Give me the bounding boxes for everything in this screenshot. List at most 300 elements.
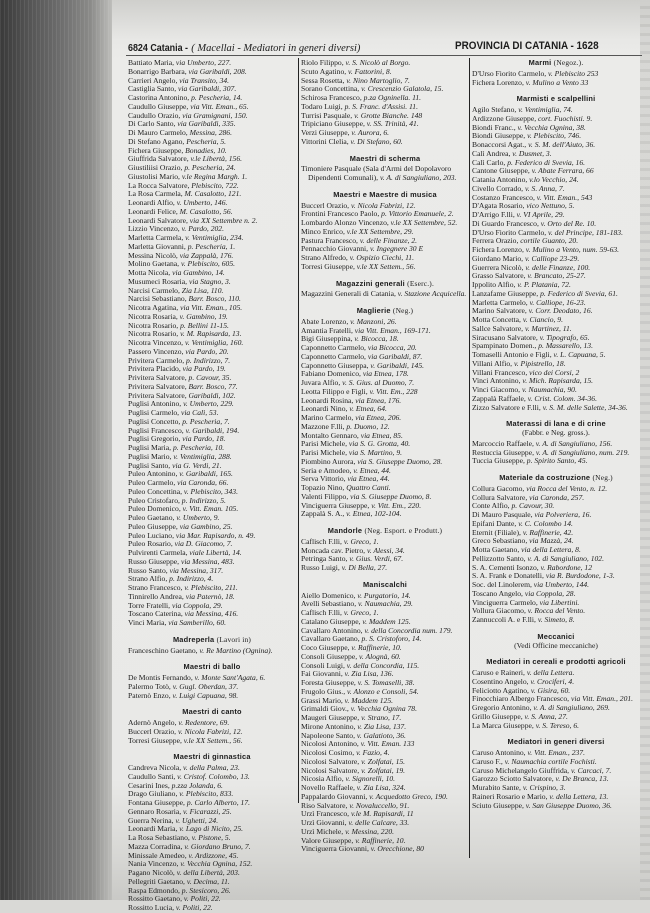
entry-name: Siracusano Salvatore, xyxy=(472,332,538,342)
entry-address: v. Novaluccello, 91. xyxy=(349,800,410,810)
entry-address: via Garibaldi, 335. xyxy=(177,119,236,129)
entry-name: Conte Alfio, xyxy=(472,501,510,511)
entry-name: Caudullo Giuseppe, xyxy=(128,101,189,111)
entry-address: v. Zolfatai, 19. xyxy=(361,765,406,775)
directory-section xyxy=(301,280,469,300)
entry-name: Giordano Mario, xyxy=(472,253,524,263)
entry-address: v. Manzoni, 26. xyxy=(350,316,397,326)
entry-name: Motta Gaetano, xyxy=(472,545,520,554)
entry-name: Franceschino Gaetano, xyxy=(128,645,198,655)
entry-address: Quattro Canti. xyxy=(346,483,391,492)
section-title: Magazzini generali xyxy=(335,278,405,288)
entry-address: v. Simeto, 8. xyxy=(537,615,575,624)
entry-address: v. Galatioto, 36. xyxy=(356,730,406,740)
entry-name: Puglisi Gregorio, xyxy=(128,434,181,444)
directory-entry xyxy=(128,904,296,913)
entry-name: Sciuto Giuseppe, xyxy=(472,800,524,810)
entry-address: v. Di Bella, 27. xyxy=(341,563,388,572)
entry-address: v. Re Martino (Ognina). xyxy=(199,645,273,655)
entry-name: Turrisi Pasquale, xyxy=(301,110,353,120)
entry-address: via Vitt. Eman., 169-171. xyxy=(354,325,431,335)
entry-address: v.le XX Settembre, 52. xyxy=(390,218,458,227)
entry-name: Ippolito Alfio, xyxy=(472,280,516,289)
entry-name: Fichera Lorenzo, xyxy=(472,245,524,254)
directory-entry xyxy=(128,647,296,656)
section-heading xyxy=(472,658,640,667)
section-title: Marmi xyxy=(528,58,552,67)
entry-name: Cavallaro Antonino, xyxy=(301,625,363,635)
section-title: Materassi di lana e di crine xyxy=(506,419,606,429)
entry-name: Puglisi Maria, xyxy=(128,443,172,452)
section-subheading: (Fabbr. e Neg. gross.). xyxy=(522,428,590,437)
entry-name: Epifani Dante, xyxy=(472,518,517,528)
entry-name: Gregorio Antonino, xyxy=(472,703,532,712)
entry-name: Raspa Edmondo, xyxy=(128,885,180,895)
entry-address: via Pardo, 18. xyxy=(182,434,226,444)
entry-name: Caponnetto Giuseppa, xyxy=(301,360,369,370)
entry-address: v. Alognà, 60. xyxy=(359,651,401,661)
entry-name: D'Agata Rosario, xyxy=(472,201,525,211)
entry-name: Strano Francesco, xyxy=(128,583,183,592)
entry-address: Pescheria, 5. xyxy=(186,136,227,146)
entry-address: v. Luigi Capuana, 98. xyxy=(172,690,239,700)
entry-address: v. Alessi, 34. xyxy=(366,545,405,555)
entry-name: Caflisch F.lli, xyxy=(301,536,342,546)
entry-address: v. Nicola Fabrizi, 12. xyxy=(177,726,243,736)
entry-name: Tomaselli Antonio e Figli, xyxy=(472,350,552,359)
column-divider xyxy=(469,58,470,858)
entry-address: via Transito, 34. xyxy=(179,75,230,85)
entry-name: Caponnetto Carmelo, xyxy=(301,343,366,352)
entry-name: Topazio Nino, xyxy=(301,483,345,492)
entry-address: via Vitt. Eman., 65. xyxy=(190,101,249,111)
entry-name: Nicolosi Cosimo, xyxy=(301,748,355,757)
entry-address: v. Dusmet, 3. xyxy=(512,148,552,158)
entry-name: Bonarrigo Barbara, xyxy=(128,66,187,76)
entry-address: v. S. Anna, 27. xyxy=(524,711,568,721)
entry-address: v. Fattorini, 8. xyxy=(348,66,392,76)
entry-name: Giustiliisi Orazio, xyxy=(128,163,183,172)
entry-name: Vinciguerra Giuseppe, xyxy=(301,500,370,510)
column-1 xyxy=(128,59,296,913)
entry-address: v. S. Nicolò al Borgo. xyxy=(345,58,411,67)
section-title: Mandorle xyxy=(327,526,363,535)
entry-name: Eternit (Filiale), xyxy=(472,527,521,537)
entry-address: v. del Principe, 181-183. xyxy=(548,227,623,237)
directory-section xyxy=(128,708,296,745)
section-title: Maniscalchi xyxy=(362,579,408,589)
entry-address: v. Nicola Fabrizi, 12. xyxy=(350,200,416,210)
entry-address: v. Plebiscito, 343. xyxy=(183,486,238,496)
entry-name: Leotta Filippo e Figli, xyxy=(301,386,368,396)
entry-name: Motta Concetta, xyxy=(472,315,521,324)
entry-address: v. Greco, 1. xyxy=(343,536,379,546)
entry-address: via Coppola, 28. xyxy=(524,588,576,598)
entry-name: Puglisi Carmelo, xyxy=(128,408,180,417)
entry-name: Puglisi Concetto, xyxy=(128,416,181,426)
entry-name: Privitera Salvatore, xyxy=(128,381,187,391)
section-heading xyxy=(128,663,296,672)
entry-address: v. Garibaldi, 145. xyxy=(370,360,425,370)
entry-address: p. Indirizzo, 7. xyxy=(186,355,231,365)
section-heading xyxy=(472,59,640,68)
entry-name: Magazzini Generali di Catania, xyxy=(301,289,396,299)
entry-address: via Vitt. Eman., 105. xyxy=(180,303,243,312)
entry-name: Puleo Domenico, xyxy=(128,504,181,514)
entry-address: via Samberillo, 60. xyxy=(168,618,227,627)
entry-name: Montalto Gennaro, xyxy=(301,430,359,440)
entry-address: v. Pistone, 5. xyxy=(191,833,231,842)
entry-name: Privitera Salvatore, xyxy=(128,390,187,400)
entry-address: via Paternò, 18. xyxy=(185,591,235,601)
section-heading xyxy=(301,280,469,289)
entry-name: Minco Enrico, xyxy=(301,226,345,236)
entry-address: p. Indirizzo, 4. xyxy=(169,574,214,584)
entry-address: v.le Libertà, 156. xyxy=(190,154,243,164)
entry-address: via Garibaldi, 307. xyxy=(178,84,237,94)
entry-address: v. Martinez, 11. xyxy=(524,323,572,333)
section-title: Mediatori in generi diversi xyxy=(507,737,605,747)
entry-address: v. Ughetti, 24. xyxy=(175,815,219,825)
directory-entry xyxy=(472,722,640,731)
entry-address: v. Plebiscito, 833. xyxy=(179,789,234,799)
entry-address: v. Umberto, 9. xyxy=(176,513,220,522)
entry-address: v. Bicocca, 18. xyxy=(354,334,399,344)
entry-name: Todaro Luigi, xyxy=(301,101,343,111)
entry-address: v. Plebiscito 253 xyxy=(548,68,599,78)
entry-name: Strano Alfio, xyxy=(128,574,168,584)
directory-section xyxy=(472,420,640,466)
entry-name: Di Guardo Francesco, xyxy=(472,218,539,228)
entry-name: Di Carlo Santo, xyxy=(128,119,176,129)
entry-name: Palermo Totò, xyxy=(128,681,171,691)
entry-name: Vinci Antonino, xyxy=(472,376,521,386)
entry-name: Nicotra Agatina, xyxy=(128,303,179,312)
entry-address: v. Acquedotto Greco, 190. xyxy=(369,791,448,801)
entry-address: v. Vitt. Eman., 543 xyxy=(536,192,593,202)
book-spine xyxy=(0,0,118,900)
directory-section xyxy=(301,191,469,272)
entry-name: Leonardi Salvatore, xyxy=(128,215,188,225)
entry-name: Cosentino Angelo, xyxy=(472,676,529,686)
entry-name: Grillo Giuseppe, xyxy=(472,711,523,721)
entry-name: Schirosa Francesco, xyxy=(301,93,362,102)
entry-name: Riso Salvatore, xyxy=(301,800,348,810)
entry-address: v. Raffinerie, 10. xyxy=(355,835,406,845)
section-subheading: (Vedi Officine meccaniche) xyxy=(514,640,598,650)
directory-section xyxy=(128,753,296,913)
entry-address: p.za Ogninella. 11. xyxy=(363,93,422,102)
entry-name: Fai Giovanni, xyxy=(301,669,343,679)
entry-name: Giustolisi Mario, xyxy=(128,171,180,181)
entry-address: v. Purgatorio, 14. xyxy=(357,590,411,600)
directory-section xyxy=(472,633,640,651)
directory-section xyxy=(301,155,469,183)
entry-name: La Rosa Carmela, xyxy=(128,189,183,199)
entry-address: v. Mulino a Vento 33 xyxy=(525,77,589,87)
entry-name: Caponnetto Carmelo, xyxy=(301,351,366,361)
entry-address: v. Maddem 125. xyxy=(362,616,411,626)
entry-address: via Messina, 416. xyxy=(184,609,239,619)
entry-address: viale Libertà, 14. xyxy=(189,548,242,557)
entry-name: Nicotra Rosario, xyxy=(128,329,179,339)
entry-address: via Etnea, 44. xyxy=(347,474,390,484)
entry-name: Torresi Giuseppe, xyxy=(301,261,355,271)
entry-name: Fontana Giuseppe, xyxy=(128,798,185,807)
entry-name: Puleo Cristofaro, xyxy=(128,495,180,505)
entry-name: Parisi Michele, xyxy=(301,448,347,457)
entry-address: v. Monte Sant'Agata, 6. xyxy=(194,673,266,682)
entry-name: Leonardi Nino, xyxy=(301,404,348,414)
entry-name: Scuto Agatino, xyxy=(301,66,347,76)
entry-name: Pennacchio Giovanni, xyxy=(301,244,369,254)
entry-name: Pagano Nicolò, xyxy=(128,868,175,877)
entry-name: Avelli Sebastiano, xyxy=(301,599,357,609)
entry-name: Cavallaro Gaetano, xyxy=(301,634,360,644)
entry-name: Puleo Giuseppe, xyxy=(128,521,178,531)
directory-entry xyxy=(472,457,640,466)
header-rule xyxy=(126,55,642,56)
entry-name: Urzì Michele, xyxy=(301,826,344,836)
entry-name: Vinciguerra Giovanni, xyxy=(301,844,369,854)
entry-address: v.le XX Settembre, 29. xyxy=(346,226,414,236)
entry-address: v. Crociferi, 4. xyxy=(530,676,575,686)
entry-address: v. A. di Sangiuliano, 156. xyxy=(535,438,613,448)
entry-address: v. Zia Lisa, 324. xyxy=(356,783,406,792)
entry-address: p. Federico di Svevia, 16. xyxy=(507,157,586,167)
entry-address: v. Redentore, 69. xyxy=(178,718,230,727)
entry-name: Finocchiaro Albergo Francesco, xyxy=(472,694,570,704)
entry-address: v. Ventimiglia, 74. xyxy=(518,105,573,114)
entry-address: v. delle Finanze, 2. xyxy=(359,235,418,245)
entry-address: v. della Lettera. xyxy=(526,668,575,677)
column-2 xyxy=(301,59,469,854)
entry-name: Zappalà S. A., xyxy=(301,509,345,519)
entry-name: Russo Luigi, xyxy=(301,563,340,572)
directory-entry xyxy=(301,510,469,519)
entry-address: p. Pescheria, 7. xyxy=(182,416,230,426)
entry-address: via Pardo, 20. xyxy=(185,346,229,356)
entry-name: Verzi Giuseppe, xyxy=(301,128,350,137)
section-title: Maestri di ballo xyxy=(183,662,241,672)
entry-name: Abate Lorenzo, xyxy=(301,316,349,326)
entry-address: via Polveriera, 16. xyxy=(534,510,592,519)
entry-name: Adernò Angelo, xyxy=(128,718,177,727)
directory-section xyxy=(472,474,640,625)
entry-address: v. Tipografo, 65. xyxy=(539,332,590,342)
column-3 xyxy=(472,59,640,810)
entry-name: Caruso Antonino, xyxy=(472,748,526,757)
entry-address: v. Ciancio, 9. xyxy=(522,315,563,324)
entry-address: v. delle Finanze, 100. xyxy=(525,262,591,272)
entry-address: v. Etnea, 102-104. xyxy=(346,509,402,519)
entry-name: Privitera Salvatore, xyxy=(128,373,187,382)
section-title: Meccanici xyxy=(537,631,575,641)
entry-address: v. Vitt. Em., 228 xyxy=(369,386,418,396)
entry-name: Civello Corrado, xyxy=(472,183,524,193)
directory-entry xyxy=(128,692,296,701)
adjacent-page-edge xyxy=(640,0,650,900)
entry-name: Caflisch F.lli, xyxy=(301,608,342,617)
entry-address: v. della Libertà, 203. xyxy=(176,868,240,877)
entry-name: Frontini Francesco Paolo, xyxy=(301,209,380,219)
entry-name: Calì Andrea, xyxy=(472,148,511,158)
entry-address: via Stagno, 3. xyxy=(188,276,231,286)
entry-name: Grasso Salvatore, xyxy=(472,271,526,281)
entry-address: via Pardo, 19. xyxy=(182,364,226,374)
section-heading xyxy=(472,474,640,483)
entry-address: v. Di Stefano, 60. xyxy=(350,136,403,146)
directory-section xyxy=(472,658,640,730)
entry-name: Marletta Carmela, xyxy=(128,233,184,242)
entry-name: Greco Sebastiano, xyxy=(472,536,528,546)
entry-name: Collura Salvatore, xyxy=(472,492,528,502)
entry-address: Barr. Bosco, 110. xyxy=(188,294,241,304)
entry-name: Puglisi Santo, xyxy=(128,460,171,470)
entry-address: via D. Giacomo, 7. xyxy=(174,539,233,549)
entry-address: v. A. di Sangiuliano, 203. xyxy=(379,173,457,182)
entry-address: v. San Giuseppe Duomo, 36. xyxy=(525,800,612,810)
entry-address: p. Bellini 11-15. xyxy=(180,320,229,330)
entry-name: Consoli Luigi, xyxy=(301,660,345,670)
entry-name: Puleo Rosario, xyxy=(128,539,173,549)
section-heading xyxy=(472,738,640,747)
entry-name: Grimaldi Giov., xyxy=(301,704,349,714)
entry-name: Musumeci Rosaria, xyxy=(128,276,188,286)
entry-name: Restuccia Giuseppe, xyxy=(472,447,534,457)
entry-name: Sessa Rosetta, xyxy=(301,75,345,85)
entry-address: p. Massarello, 13. xyxy=(538,341,594,351)
entry-address: via Etnea, 85. xyxy=(360,430,403,440)
entry-address: v. Naumachia, 90. xyxy=(521,385,577,394)
section-qualifier: (Eserc.). xyxy=(407,278,434,288)
entry-address: v. Naumachia, 29. xyxy=(358,599,413,609)
entry-name: Pellizzotto Santo, xyxy=(472,553,526,563)
entry-address: p. S. Cristoforo, 14. xyxy=(361,634,422,644)
entry-address: v. Umberto, 229. xyxy=(183,399,234,409)
entry-name: Caruso e Raineri, xyxy=(472,668,525,677)
entry-name: Zappalà Raffaele, xyxy=(472,393,526,403)
section-qualifier: (Neg.) xyxy=(392,306,414,315)
directory-entry xyxy=(301,165,469,183)
entry-address: p. S. Franc. d'Assisi. 11. xyxy=(344,101,418,111)
entry-name: Puleo Concettina, xyxy=(128,486,182,496)
entry-address: v. Ardizzone, 45. xyxy=(188,850,239,860)
entry-address: v. Cristof. Colombo, 13. xyxy=(177,771,250,781)
entry-address: via Libertini. xyxy=(539,597,580,607)
entry-address: p. Pescheria, 1. xyxy=(187,241,236,251)
entry-name: Feliciotto Agatino, xyxy=(472,685,529,695)
entry-address: p. Pescheria, 24. xyxy=(184,163,236,172)
directory-entry xyxy=(301,290,469,299)
section-title: Maestri di scherma xyxy=(349,153,421,163)
section-title: Maestri e Maestre di musica xyxy=(333,189,437,199)
entry-address: v. Giordano Bruno, 7. xyxy=(184,841,251,851)
entry-name: Castiglia Santo, xyxy=(128,84,177,94)
entry-name: Marino Salvatore, xyxy=(472,306,527,316)
entry-address: p. Cavour, 35. xyxy=(188,373,232,382)
entry-address: p. Federico di Svevia, 61. xyxy=(540,288,618,298)
entry-name: Strano Alfredo, xyxy=(301,253,348,262)
entry-address: v. della Lettera, 13. xyxy=(549,791,609,801)
entry-name: Ferrera Orazio, xyxy=(472,236,519,246)
entry-name: Fichera Giuseppe, xyxy=(128,145,184,155)
entry-address: via Garibaldi, 87. xyxy=(367,351,423,361)
entry-name: Serva Vittorio, xyxy=(301,474,346,484)
entry-address: via S. Giuseppe Duomo, 8. xyxy=(350,491,432,501)
section-title: Mediatori in cereali e prodotti agricoli xyxy=(486,657,626,667)
entry-address: v. Nino Martoglio, 7. xyxy=(346,75,410,85)
entry-address: v. Mulino a Vento, num. 59-63. xyxy=(525,245,620,254)
entry-name: Novello Raffaele, xyxy=(301,783,355,792)
directory-entry xyxy=(301,564,469,573)
directory-section xyxy=(128,663,296,700)
directory-section xyxy=(301,581,469,854)
entry-name: Frugolo Gius., xyxy=(301,686,346,696)
entry-name: Russo Santo, xyxy=(128,565,168,575)
entry-address: v. della Concordia, 115. xyxy=(346,660,420,670)
entry-address: via della Lettera, 8. xyxy=(521,545,581,554)
entry-name: Marletta Giovanni, xyxy=(128,241,186,251)
entry-name: Piombino Aurora, xyxy=(301,456,356,466)
directory-section xyxy=(301,527,469,573)
entry-name: D'Arrigo F.lli, xyxy=(472,210,515,219)
entry-name: Vollura Giacomo, xyxy=(472,606,526,616)
entry-name: Bonaccorsi Agat., xyxy=(472,140,527,149)
entry-address: v. Corr. Deodato, 16. xyxy=(528,306,593,316)
entry-name: La Rocca Salvatore, xyxy=(128,180,190,190)
section-heading xyxy=(301,191,469,200)
entry-address: v.le Regina Margh. 1. xyxy=(181,171,248,181)
entry-name: Petringa Santo, xyxy=(301,554,348,564)
entry-address: Garibaldi, 102. xyxy=(188,390,236,400)
entry-address: via Umberto, 144. xyxy=(533,580,590,589)
entry-address: p. Pescheria, 14. xyxy=(191,93,243,102)
entry-name: Urzì Giovanni, xyxy=(301,818,347,827)
entry-name: Rossitto Gaetano, xyxy=(128,894,182,904)
entry-name: Privitera Placido, xyxy=(128,364,181,374)
entry-name: Zannuccoli A. e F.lli, xyxy=(472,615,536,624)
directory-section xyxy=(128,636,296,656)
entry-address: v. Abate Ferrara, 66 xyxy=(531,166,594,176)
entry-address: v. Strano, 17. xyxy=(361,713,402,722)
entry-address: via R. Burdodone, 1-3. xyxy=(545,571,615,581)
entry-address: v. della Concordia num. 179. xyxy=(364,625,453,635)
directory-entry xyxy=(128,619,296,628)
entry-address: v. Messina, 220. xyxy=(345,826,395,836)
entry-name: Tuccia Giuseppe, xyxy=(472,456,525,466)
entry-name: Mazzone F.lli, xyxy=(301,421,345,431)
section-heading xyxy=(301,307,469,316)
entry-address: v. Raffinerie, 10. xyxy=(351,643,402,652)
entry-name: Nicosia Alfio, xyxy=(301,774,344,784)
entry-name: Motta Nicola, xyxy=(128,268,171,277)
entry-name: Agilo Stefano, xyxy=(472,105,517,114)
section-title: Maestri di ginnastica xyxy=(173,752,251,762)
entry-name: Toscano Caterina, xyxy=(128,609,183,619)
entry-name: Villani Francesco, xyxy=(472,367,528,377)
entry-name: La Marca Giuseppe, xyxy=(472,720,534,730)
entry-address: via Mar. Rapisardo, n. 49. xyxy=(175,530,256,540)
entry-name: Torresi Giuseppe, xyxy=(128,735,182,745)
entry-name: Lanzafame Giuseppe, xyxy=(472,288,539,298)
directory-entry xyxy=(301,138,469,147)
entry-address: vico Nettuno, 5. xyxy=(526,201,575,211)
entry-address: Barr. Bosco, 77. xyxy=(188,381,238,391)
entry-name: Tinnirello Andrea, xyxy=(128,591,184,601)
entry-address: p. Spirito Santo, 45. xyxy=(526,456,588,466)
entry-address: M. Casalotto, 121. xyxy=(184,189,242,199)
